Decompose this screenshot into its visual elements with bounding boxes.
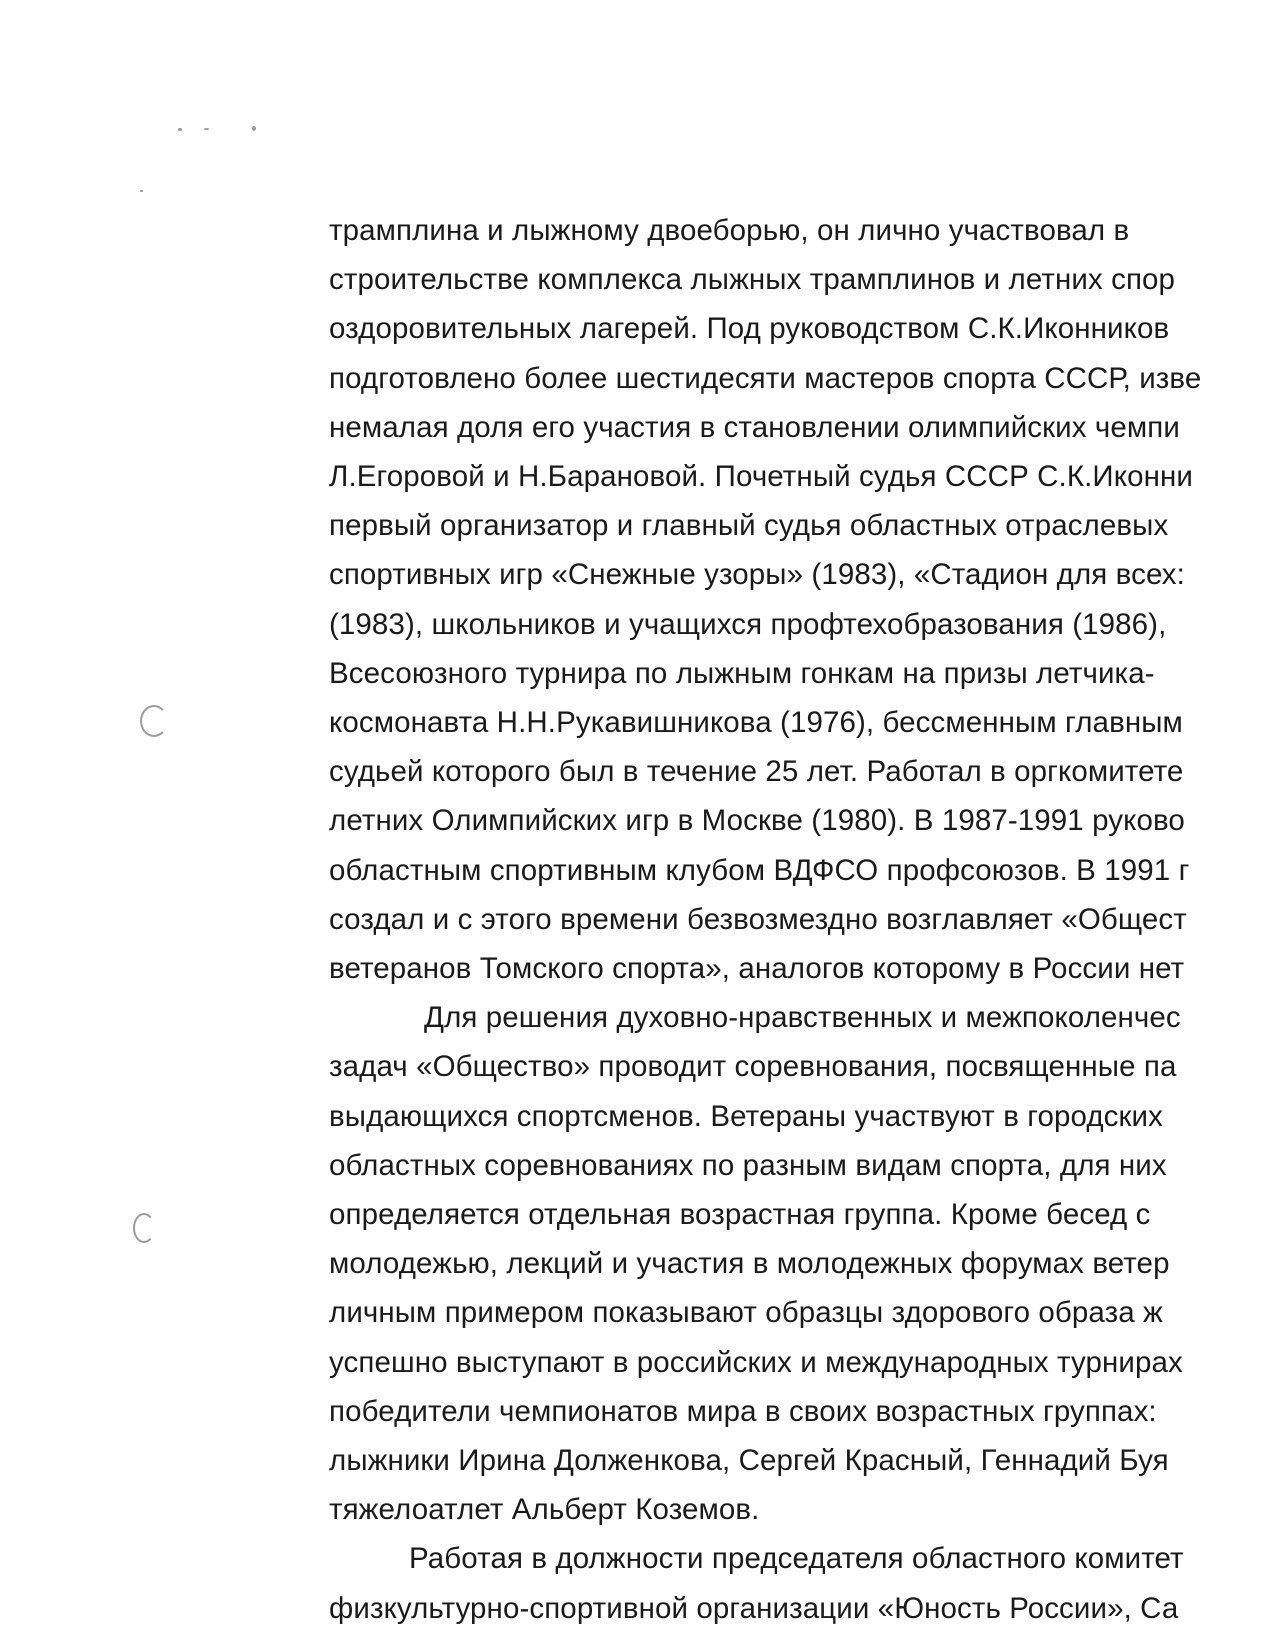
text-line: судьей которого был в течение 25 лет. Работал в оргкомитете [329, 755, 1184, 789]
scan-speck [252, 126, 256, 131]
text-line: лыжники Ирина Долженкова, Сергей Красный, Геннадий Буя [329, 1444, 1169, 1478]
text-line: космонавта Н.Н.Рукавишникова (1976), бессменным главным [329, 706, 1183, 740]
text-line: ветеранов Томского спорта», аналогов которому в России нет [329, 952, 1185, 986]
paragraph-first-line: Для решения духовно-нравственных и межпоколенчес [424, 1001, 1181, 1035]
text-line: спортивных игр «Снежные узоры» (1983), «Стадион для всех: [329, 558, 1185, 592]
text-line: физкультурно-спортивной организации «Юность России», Са [329, 1591, 1179, 1625]
text-line: областным спортивным клубом ВДФСО профсоюзов. В 1991 г [329, 853, 1190, 887]
text-line: определяется отдельная возрастная группа. Кроме бесед с [329, 1198, 1151, 1232]
text-line: немалая доля его участия в становлении олимпийских чемпи [329, 410, 1180, 444]
text-line: трамплина и лыжному двоеборью, он лично участвовал в [329, 214, 1130, 247]
text-line: победители чемпионатов мира в своих возрастных группах: [329, 1394, 1157, 1428]
text-line: выдающихся спортсменов. Ветераны участвуют в городских [329, 1099, 1163, 1133]
text-line: успешно выступают в российских и международных турнирах [329, 1345, 1183, 1379]
punch-hole-mark [140, 705, 168, 737]
scan-speck [178, 128, 182, 131]
text-line: подготовлено более шестидесяти мастеров спорта СССР, изве [329, 361, 1202, 395]
scan-speck [140, 190, 143, 192]
text-line: задач «Общество» проводит соревнования, посвященные па [329, 1050, 1177, 1084]
text-line: создал и с этого времени безвозмездно возглавляет «Общест [329, 902, 1187, 936]
text-line: строительстве комплекса лыжных трамплинов и летних спор [329, 263, 1176, 297]
punch-hole-mark [133, 1213, 155, 1243]
text-line: оздоровительных лагерей. Под руководством С.К.Иконников [329, 312, 1170, 346]
text-line: областных соревнованиях по разным видам спорта, для них [329, 1148, 1167, 1182]
body-text [329, 206, 1275, 1633]
text-line: Всесоюзного турнира по лыжным гонкам на призы летчика- [329, 656, 1155, 690]
text-line: Л.Егоровой и Н.Барановой. Почетный судья СССР С.К.Иконни [329, 460, 1193, 494]
text-line: летних Олимпийских игр в Москве (1980). В 1987-1991 руково [329, 804, 1185, 838]
text-line: личным примером показывают образцы здорового образа ж [329, 1296, 1163, 1330]
scan-speck [204, 128, 209, 130]
text-line: (1983), школьников и учащихся профтехобразования (1986), [329, 607, 1167, 641]
text-line: тяжелоатлет Альберт Коземов. [329, 1493, 760, 1527]
text-line: первый организатор и главный судья областных отраслевых [329, 509, 1169, 543]
text-line: молодежью, лекций и участия в молодежных форумах ветер [329, 1247, 1170, 1281]
paragraph-first-line: Работая в должности председателя областного комитет [409, 1542, 1184, 1576]
